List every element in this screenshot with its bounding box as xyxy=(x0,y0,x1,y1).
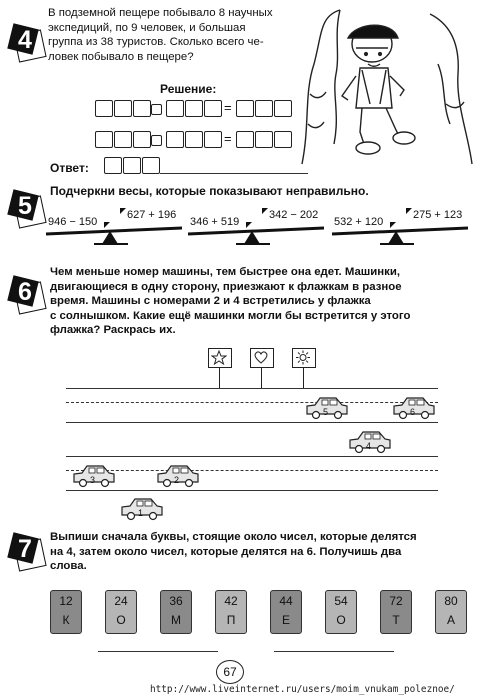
solution-row-1b xyxy=(166,100,223,117)
digit-box[interactable] xyxy=(204,131,222,148)
task-4-text: В подземной пещере побывало 8 научных экспедиций, по 9 человек, и большая группа из 38 туристов. Сколько всего че- ловек побывало в пещере? xyxy=(48,7,273,63)
solution-row-1c xyxy=(236,100,293,117)
car-number: 2 xyxy=(174,475,180,485)
car-2[interactable] xyxy=(156,464,200,493)
digit-box[interactable] xyxy=(142,157,160,174)
solution-row-2c xyxy=(236,131,293,148)
task-5-number: 5 xyxy=(10,192,46,228)
road-line xyxy=(66,388,438,389)
digit-box[interactable] xyxy=(204,100,222,117)
task-7-text: Выпиши сначала буквы, стоящие около чисел, которые делятся на 4, затем около чисел, которые делятся на 6. Получишь два слова. xyxy=(50,531,417,572)
car-number: 6 xyxy=(410,407,416,417)
number-card: 12 К xyxy=(50,590,82,634)
car-4[interactable] xyxy=(348,430,392,459)
star-flag xyxy=(208,348,232,390)
digit-box[interactable] xyxy=(104,157,122,174)
heart-icon xyxy=(253,350,269,365)
number-card: 80 А xyxy=(435,590,467,634)
equals-sign: = xyxy=(224,131,232,146)
digit-box[interactable] xyxy=(236,131,254,148)
operator-box[interactable] xyxy=(151,135,162,146)
car-number: 3 xyxy=(90,475,96,485)
car-number: 5 xyxy=(323,407,329,417)
solution-row-1 xyxy=(95,100,152,117)
answer-line-word-2[interactable] xyxy=(274,651,394,652)
digit-box[interactable] xyxy=(166,100,184,117)
car-number: 4 xyxy=(366,441,372,451)
scale-left-expression: 346 + 519 xyxy=(190,216,240,228)
digit-box[interactable] xyxy=(114,131,132,148)
road-dashed-line xyxy=(66,470,438,471)
digit-box[interactable] xyxy=(255,100,273,117)
digit-box[interactable] xyxy=(95,131,113,148)
number-card: 24 О xyxy=(105,590,137,634)
task-6-text: Чем меньше номер машины, тем быстрее она едет. Машинки, двигающиеся в одну сторону, приезжают к флажкам в разное время. Машины с номерами 2 и 4 встретились у флажка с солнышком. Какие ещё машинки могли бы встретится у этого флажка? Раскрась их. xyxy=(50,266,411,336)
solution-row-2 xyxy=(95,131,152,148)
scale-1[interactable] xyxy=(44,204,184,250)
number-card: 72 Т xyxy=(380,590,412,634)
digit-box[interactable] xyxy=(185,100,203,117)
answer-boxes xyxy=(104,157,161,174)
scale-left-expression: 532 + 120 xyxy=(334,216,384,228)
page-number: 67 xyxy=(216,660,244,684)
scale-2[interactable] xyxy=(186,204,326,250)
digit-box[interactable] xyxy=(274,131,292,148)
heart-flag xyxy=(250,348,274,390)
cave-explorer-illustration xyxy=(300,4,475,174)
scale-right-expression: 627 + 196 xyxy=(127,209,177,221)
scale-right-expression: 275 + 123 xyxy=(413,209,463,221)
solution-row-2b xyxy=(166,131,223,148)
answer-line[interactable] xyxy=(160,173,308,174)
digit-box[interactable] xyxy=(255,131,273,148)
answer-label: Ответ: xyxy=(50,161,89,175)
digit-box[interactable] xyxy=(166,131,184,148)
task-7-number: 7 xyxy=(10,535,46,571)
car-5[interactable] xyxy=(305,396,349,425)
digit-box[interactable] xyxy=(114,100,132,117)
scale-right-expression: 342 − 202 xyxy=(269,209,319,221)
car-1[interactable] xyxy=(120,497,164,526)
digit-box[interactable] xyxy=(95,100,113,117)
digit-box[interactable] xyxy=(185,131,203,148)
scale-3[interactable] xyxy=(330,204,470,250)
task-5-instruction: Подчеркни весы, которые показывают неправильно. xyxy=(50,184,369,198)
solution-label: Решение: xyxy=(160,82,217,96)
number-card: 54 О xyxy=(325,590,357,634)
scale-left-expression: 946 − 150 xyxy=(48,216,98,228)
scale-beam-icon xyxy=(186,204,326,250)
number-card: 44 Е xyxy=(270,590,302,634)
car-6[interactable] xyxy=(392,396,436,425)
answer-line-word-1[interactable] xyxy=(98,651,218,652)
task-6-number: 6 xyxy=(10,278,46,314)
sun-flag xyxy=(292,348,316,390)
car-number: 1 xyxy=(138,508,144,518)
digit-box[interactable] xyxy=(133,131,151,148)
digit-box[interactable] xyxy=(133,100,151,117)
scale-beam-icon xyxy=(44,204,184,250)
road-line xyxy=(66,490,438,491)
operator-box[interactable] xyxy=(151,104,162,115)
number-card: 42 П xyxy=(215,590,247,634)
task-4-number: 4 xyxy=(10,26,46,62)
car-3[interactable] xyxy=(72,464,116,493)
equals-sign: = xyxy=(224,100,232,115)
digit-box[interactable] xyxy=(123,157,141,174)
digit-box[interactable] xyxy=(236,100,254,117)
number-card: 36 М xyxy=(160,590,192,634)
star-icon xyxy=(211,350,227,365)
digit-box[interactable] xyxy=(274,100,292,117)
road-line xyxy=(66,422,438,423)
scale-beam-icon xyxy=(330,204,470,250)
road-dashed-line xyxy=(66,402,438,403)
source-url[interactable]: http://www.liveinternet.ru/users/moim_vnukam_poleznoe/ xyxy=(150,684,455,695)
sun-icon xyxy=(295,350,311,365)
